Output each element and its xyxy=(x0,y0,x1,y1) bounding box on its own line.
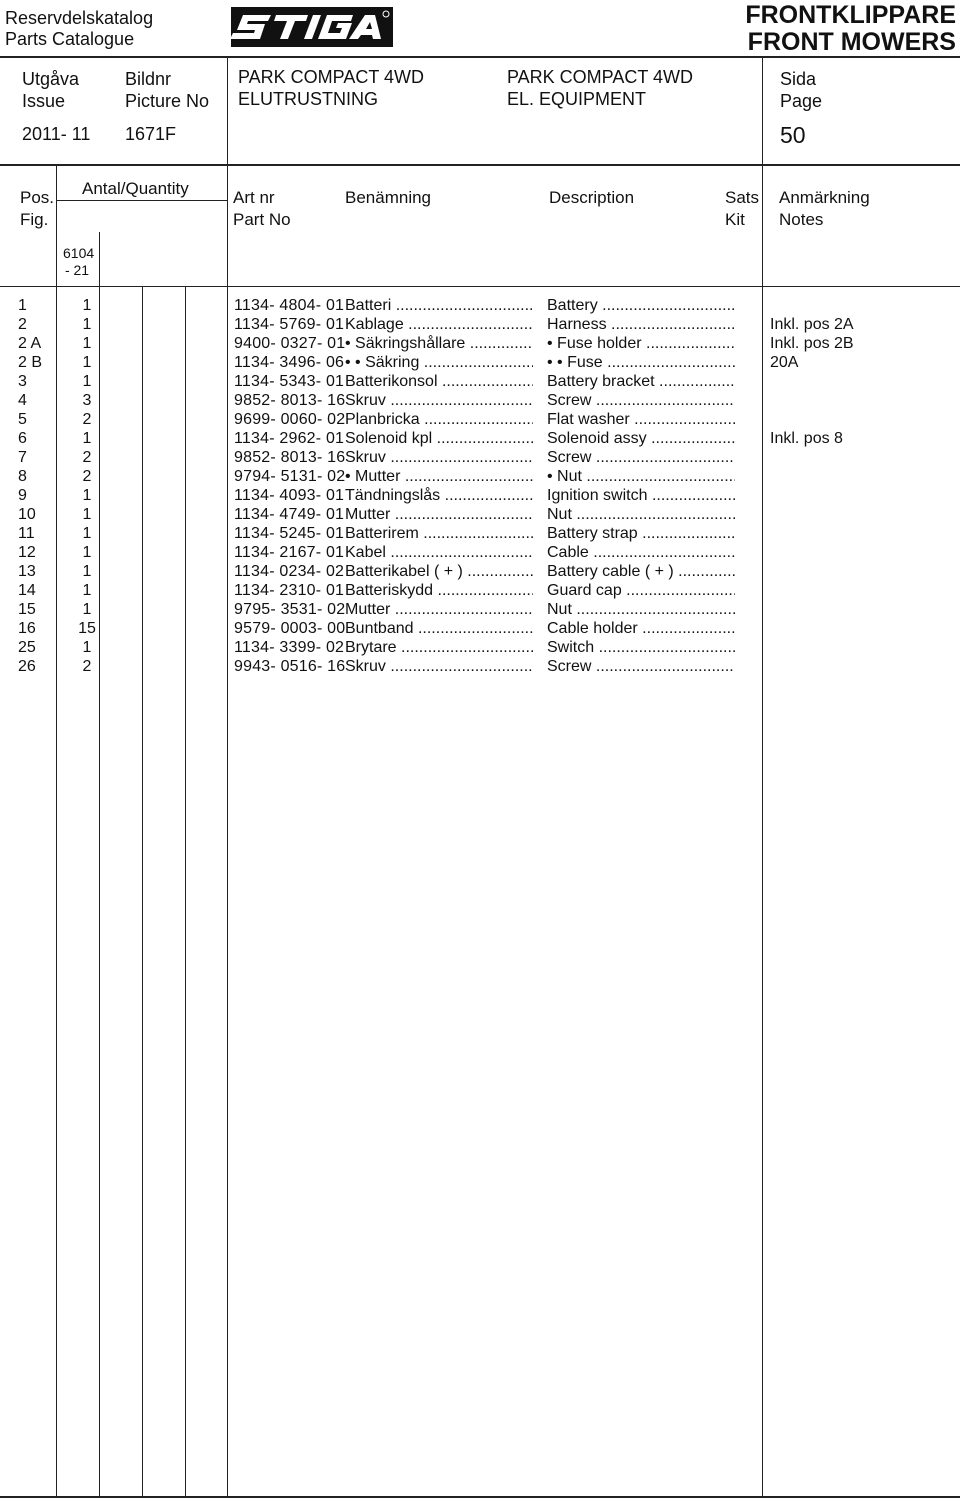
row-note: 20A xyxy=(770,354,799,371)
row-part-number: 9794- 5131- 02 xyxy=(234,468,346,485)
issue-label-sv: Utgåva xyxy=(22,69,80,89)
row-position: 11 xyxy=(18,525,35,542)
row-note: Inkl. pos 2A xyxy=(770,316,854,333)
row-part-number: 1134- 4749- 01 xyxy=(234,506,345,523)
row-part-number: 1134- 2310- 01 xyxy=(234,582,345,599)
row-name-sv: Tändningslås ..... xyxy=(345,486,533,505)
row-position: 2 B xyxy=(18,354,43,371)
row-name-sv: • Säkringshållare ..... xyxy=(345,334,533,353)
model-code-line1: 6104 xyxy=(63,245,95,261)
column-header-rule xyxy=(0,286,960,287)
row-position: 12 xyxy=(18,544,36,561)
row-part-number: 1134- 5343- 01 xyxy=(234,373,345,390)
table-row xyxy=(0,391,960,410)
row-name-sv: Skruv ..... xyxy=(345,391,533,410)
row-position: 7 xyxy=(18,449,27,466)
row-part-number: 9852- 8013- 16 xyxy=(234,392,346,409)
table-row xyxy=(0,315,960,334)
row-name-sv: Batterirem ..... xyxy=(345,524,533,543)
row-quantity: 15 xyxy=(78,620,96,637)
col-art-en: Part No xyxy=(233,210,291,229)
page-label-en: Page xyxy=(780,91,823,111)
row-description-en: • • Fuse ..... xyxy=(547,353,735,372)
row-quantity: 1 xyxy=(82,639,92,656)
row-quantity: 1 xyxy=(82,430,92,447)
col-notes-sv: Anmärkning xyxy=(779,188,870,207)
col-art-sv: Art nr xyxy=(233,188,275,207)
table-row xyxy=(0,638,960,657)
row-quantity: 2 xyxy=(82,449,92,466)
table-row xyxy=(0,562,960,581)
row-description-en: Harness ..... xyxy=(547,315,735,334)
row-name-sv: Mutter ..... xyxy=(345,505,533,524)
row-part-number: 9699- 0060- 02 xyxy=(234,411,346,428)
picture-label-sv: Bildnr xyxy=(125,69,172,89)
row-name-sv: Skruv ..... xyxy=(345,448,533,467)
col-kit-sv: Sats xyxy=(725,188,760,207)
row-part-number: 1134- 3496- 06 xyxy=(234,354,345,371)
table-row xyxy=(0,543,960,562)
row-position: 9 xyxy=(18,487,27,504)
col-kit-en: Kit xyxy=(725,210,745,229)
row-quantity: 2 xyxy=(82,658,92,675)
row-description-en: Screw ..... xyxy=(547,448,735,467)
product-name-sv: PARK COMPACT 4WD xyxy=(238,67,425,87)
row-description-en: Screw ..... xyxy=(547,391,735,410)
col-pos-sv: Pos. xyxy=(20,188,55,207)
row-description-en: Flat washer ..... xyxy=(547,410,735,429)
row-name-sv: Batterikabel ( + ) ..... xyxy=(345,562,533,581)
row-position: 6 xyxy=(18,430,27,447)
row-description-en: Ignition switch ..... xyxy=(547,486,735,505)
row-name-sv: Batterikonsol ..... xyxy=(345,372,533,391)
row-note: Inkl. pos 8 xyxy=(770,430,843,447)
row-part-number: 1134- 4093- 01 xyxy=(234,487,345,504)
row-quantity: 1 xyxy=(82,335,92,352)
table-row xyxy=(0,448,960,467)
row-description-en: Battery bracket ..... xyxy=(547,372,735,391)
table-row xyxy=(0,619,960,638)
row-quantity: 2 xyxy=(82,468,92,485)
table-row xyxy=(0,410,960,429)
row-part-number: 9852- 8013- 16 xyxy=(234,449,346,466)
page-number: 50 xyxy=(780,122,806,148)
col-pos-en: Fig. xyxy=(20,210,49,229)
header-divider-product xyxy=(227,57,228,165)
row-position: 2 xyxy=(18,316,27,333)
row-name-sv: Kabel ..... xyxy=(345,543,533,562)
row-quantity: 1 xyxy=(82,487,92,504)
col-description-en: Description xyxy=(549,188,635,207)
row-part-number: 1134- 5245- 01 xyxy=(234,525,345,542)
catalog-title-sv: Reservdelskatalog xyxy=(5,8,154,28)
row-quantity: 1 xyxy=(82,354,92,371)
table-row xyxy=(0,486,960,505)
row-quantity: 1 xyxy=(82,373,92,390)
row-quantity: 1 xyxy=(82,544,92,561)
row-quantity: 1 xyxy=(82,563,92,580)
header-divider-page xyxy=(762,57,763,165)
table-row xyxy=(0,505,960,524)
table-row xyxy=(0,429,960,448)
row-name-sv: Brytare ..... xyxy=(345,638,533,657)
row-position: 1 xyxy=(18,297,27,314)
table-row xyxy=(0,334,960,353)
issue-value: 2011- 11 xyxy=(22,124,91,144)
row-part-number: 9579- 0003- 00 xyxy=(234,620,346,637)
row-description-en: Screw ..... xyxy=(547,657,735,676)
row-description-en: Solenoid assy ..... xyxy=(547,429,735,448)
table-row xyxy=(0,657,960,676)
row-position: 3 xyxy=(18,373,27,390)
row-name-sv: • • Säkring ..... xyxy=(345,353,533,372)
table-row xyxy=(0,296,960,315)
row-position: 10 xyxy=(18,506,36,523)
row-part-number: 1134- 2167- 01 xyxy=(234,544,345,561)
row-quantity: 1 xyxy=(82,297,92,314)
row-description-en: • Nut ..... xyxy=(547,467,735,486)
row-quantity: 2 xyxy=(82,411,92,428)
row-quantity: 1 xyxy=(82,316,92,333)
col-quantity: Antal/Quantity xyxy=(82,179,189,198)
row-position: 8 xyxy=(18,468,27,485)
row-name-sv: Mutter ..... xyxy=(345,600,533,619)
picture-label-en: Picture No xyxy=(125,91,210,111)
row-name-sv: Kablage ..... xyxy=(345,315,533,334)
quantity-underline xyxy=(57,200,227,201)
row-quantity: 1 xyxy=(82,506,92,523)
table-row xyxy=(0,467,960,486)
row-part-number: 9400- 0327- 01 xyxy=(234,335,346,352)
row-position: 4 xyxy=(18,392,27,409)
row-description-en: Cable holder ..... xyxy=(547,619,735,638)
row-part-number: 1134- 2962- 01 xyxy=(234,430,345,447)
table-row xyxy=(0,524,960,543)
row-part-number: 1134- 5769- 01 xyxy=(234,316,345,333)
row-name-sv: Buntband ..... xyxy=(345,619,533,638)
row-part-number: 1134- 0234- 02 xyxy=(234,563,345,580)
row-description-en: Switch ..... xyxy=(547,638,735,657)
row-part-number: 1134- 4804- 01 xyxy=(234,297,345,314)
row-name-sv: Skruv ..... xyxy=(345,657,533,676)
header-top-rule xyxy=(0,56,960,58)
header-bottom-rule xyxy=(0,164,960,166)
row-position: 2 A xyxy=(18,335,42,352)
row-quantity: 1 xyxy=(82,582,92,599)
row-description-en: Nut ..... xyxy=(547,505,735,524)
product-name-en: PARK COMPACT 4WD xyxy=(507,67,694,87)
section-name-en: EL. EQUIPMENT xyxy=(507,89,647,109)
row-name-sv: Solenoid kpl ..... xyxy=(345,429,533,448)
row-part-number: 9943- 0516- 16 xyxy=(234,658,346,675)
section-name-sv: ELUTRUSTNING xyxy=(238,89,379,109)
picture-value: 1671F xyxy=(125,124,177,144)
row-quantity: 1 xyxy=(82,601,92,618)
issue-label-en: Issue xyxy=(22,91,66,111)
row-description-en: Cable ..... xyxy=(547,543,735,562)
row-part-number: 9795- 3531- 02 xyxy=(234,601,346,618)
model-code-line2: - 21 xyxy=(64,262,90,278)
row-description-en: Battery ..... xyxy=(547,296,735,315)
row-position: 14 xyxy=(18,582,36,599)
product-group-sv: FRONTKLIPPARE xyxy=(745,1,956,29)
row-description-en: • Fuse holder ..... xyxy=(547,334,735,353)
row-position: 15 xyxy=(18,601,36,618)
row-position: 26 xyxy=(18,658,36,675)
row-name-sv: Batteriskydd ..... xyxy=(345,581,533,600)
row-description-en: Nut ..... xyxy=(547,600,735,619)
product-group-en: FRONT MOWERS xyxy=(747,28,956,56)
table-row xyxy=(0,353,960,372)
col-name-sv: Benämning xyxy=(345,188,432,207)
row-quantity: 1 xyxy=(82,525,92,542)
row-description-en: Battery strap ..... xyxy=(547,524,735,543)
table-row xyxy=(0,581,960,600)
stiga-logo xyxy=(231,7,393,47)
page-label-sv: Sida xyxy=(780,69,817,89)
table-row xyxy=(0,600,960,619)
catalog-title-en: Parts Catalogue xyxy=(5,29,135,49)
row-quantity: 3 xyxy=(82,392,92,409)
row-note: Inkl. pos 2B xyxy=(770,335,854,352)
table-row xyxy=(0,372,960,391)
row-description-en: Guard cap ..... xyxy=(547,581,735,600)
row-position: 13 xyxy=(18,563,36,580)
row-position: 25 xyxy=(18,639,36,656)
row-description-en: Battery cable ( + ) ..... xyxy=(547,562,735,581)
row-position: 16 xyxy=(18,620,36,637)
row-name-sv: • Mutter ..... xyxy=(345,467,533,486)
row-name-sv: Planbricka ..... xyxy=(345,410,533,429)
row-part-number: 1134- 3399- 02 xyxy=(234,639,345,656)
col-notes-en: Notes xyxy=(779,210,824,229)
row-name-sv: Batteri ..... xyxy=(345,296,533,315)
row-position: 5 xyxy=(18,411,27,428)
